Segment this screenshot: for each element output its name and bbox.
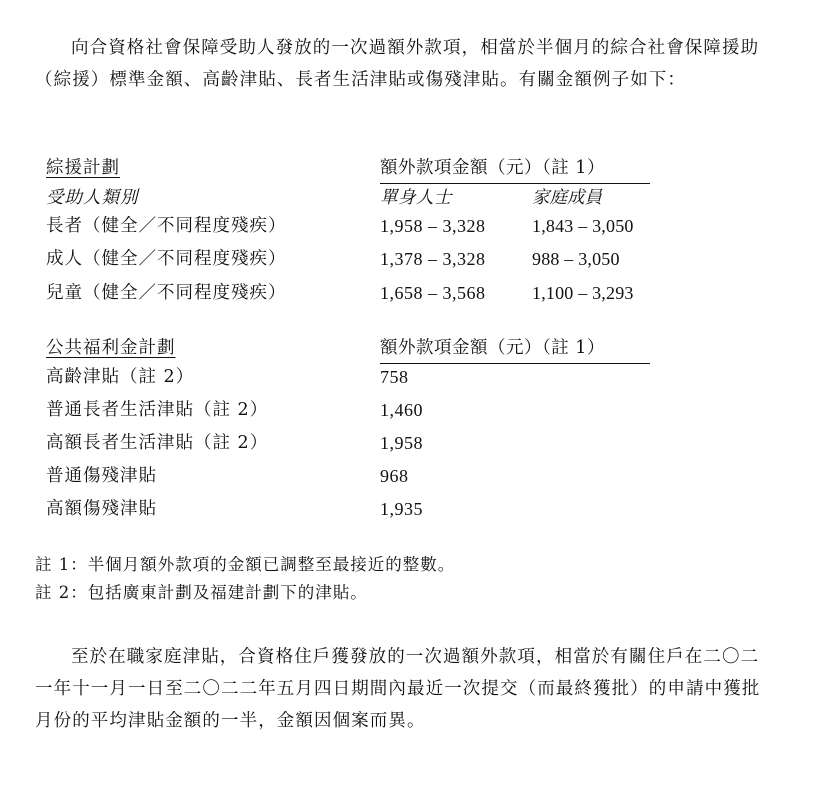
- table-row: [0, 362, 813, 392]
- ssa-amount: 758: [380, 367, 409, 387]
- ssa-amount: 1,958: [380, 433, 423, 453]
- table-row: [0, 494, 813, 524]
- cssa-scheme-header: 綜援計劃: [46, 158, 120, 178]
- cssa-subheader-row: [0, 183, 813, 213]
- cssa-category: 成人（健全／不同程度殘疾）: [46, 249, 287, 269]
- table-row: [0, 461, 813, 491]
- ssa-allowance-name: 高額長者生活津貼（註 2）: [46, 433, 269, 453]
- ssa-amount-header: 額外款項金額（元）（註 1）: [380, 333, 650, 364]
- cssa-category-header: 受助人類別: [46, 188, 139, 208]
- ssa-allowance-name: 普通長者生活津貼（註 2）: [46, 400, 269, 420]
- cssa-amount-header: 額外款項金額（元）（註 1）: [380, 153, 650, 184]
- cssa-family-amount: 1,100 – 3,293: [532, 283, 634, 303]
- note-2: 註 2：包括廣東計劃及福建計劃下的津貼。: [35, 583, 368, 602]
- ssa-amount: 1,935: [380, 499, 423, 519]
- cssa-family-amount: 988 – 3,050: [532, 249, 620, 269]
- ssa-allowance-name: 高齡津貼（註 2）: [46, 367, 195, 387]
- table-row: [0, 428, 813, 458]
- cssa-single-header: 單身人士: [380, 188, 452, 208]
- intro-paragraph: 向合資格社會保障受助人發放的一次過額外款項，相當於半個月的綜合社會保障援助（綜援）標準金額、高齡津貼、長者生活津貼或傷殘津貼。有關金額例子如下：: [35, 38, 760, 90]
- table-row: [0, 244, 813, 274]
- cssa-family-amount: 1,843 – 3,050: [532, 216, 634, 236]
- cssa-single-amount: 1,378 – 3,328: [380, 249, 486, 269]
- cssa-single-amount: 1,958 – 3,328: [380, 216, 486, 236]
- table-row: [0, 211, 813, 241]
- ssa-allowance-name: 普通傷殘津貼: [46, 466, 157, 486]
- ssa-allowance-name: 高額傷殘津貼: [46, 499, 157, 519]
- ssa-scheme-header: 公共福利金計劃: [46, 338, 176, 358]
- cssa-single-amount: 1,658 – 3,568: [380, 283, 486, 303]
- note-1: 註 1：半個月額外款項的金額已調整至最接近的整數。: [35, 555, 456, 574]
- cssa-family-header: 家庭成員: [532, 188, 602, 208]
- ssa-header-row: [0, 333, 813, 363]
- table-row: [0, 395, 813, 425]
- ssa-amount: 968: [380, 466, 409, 486]
- cssa-header-row: [0, 153, 813, 183]
- ssa-amount: 1,460: [380, 400, 423, 420]
- cssa-category: 長者（健全／不同程度殘疾）: [46, 216, 287, 236]
- cssa-category: 兒童（健全／不同程度殘疾）: [46, 283, 287, 303]
- closing-paragraph: 至於在職家庭津貼，合資格住戶獲發放的一次過額外款項，相當於有關住戶在二〇二一年十一月一日至二〇二二年五月四日期間內最近一次提交（而最終獲批）的申請中獲批月份的平均津貼金額的一半，金額因個案而異。: [35, 647, 761, 731]
- table-row: [0, 278, 813, 308]
